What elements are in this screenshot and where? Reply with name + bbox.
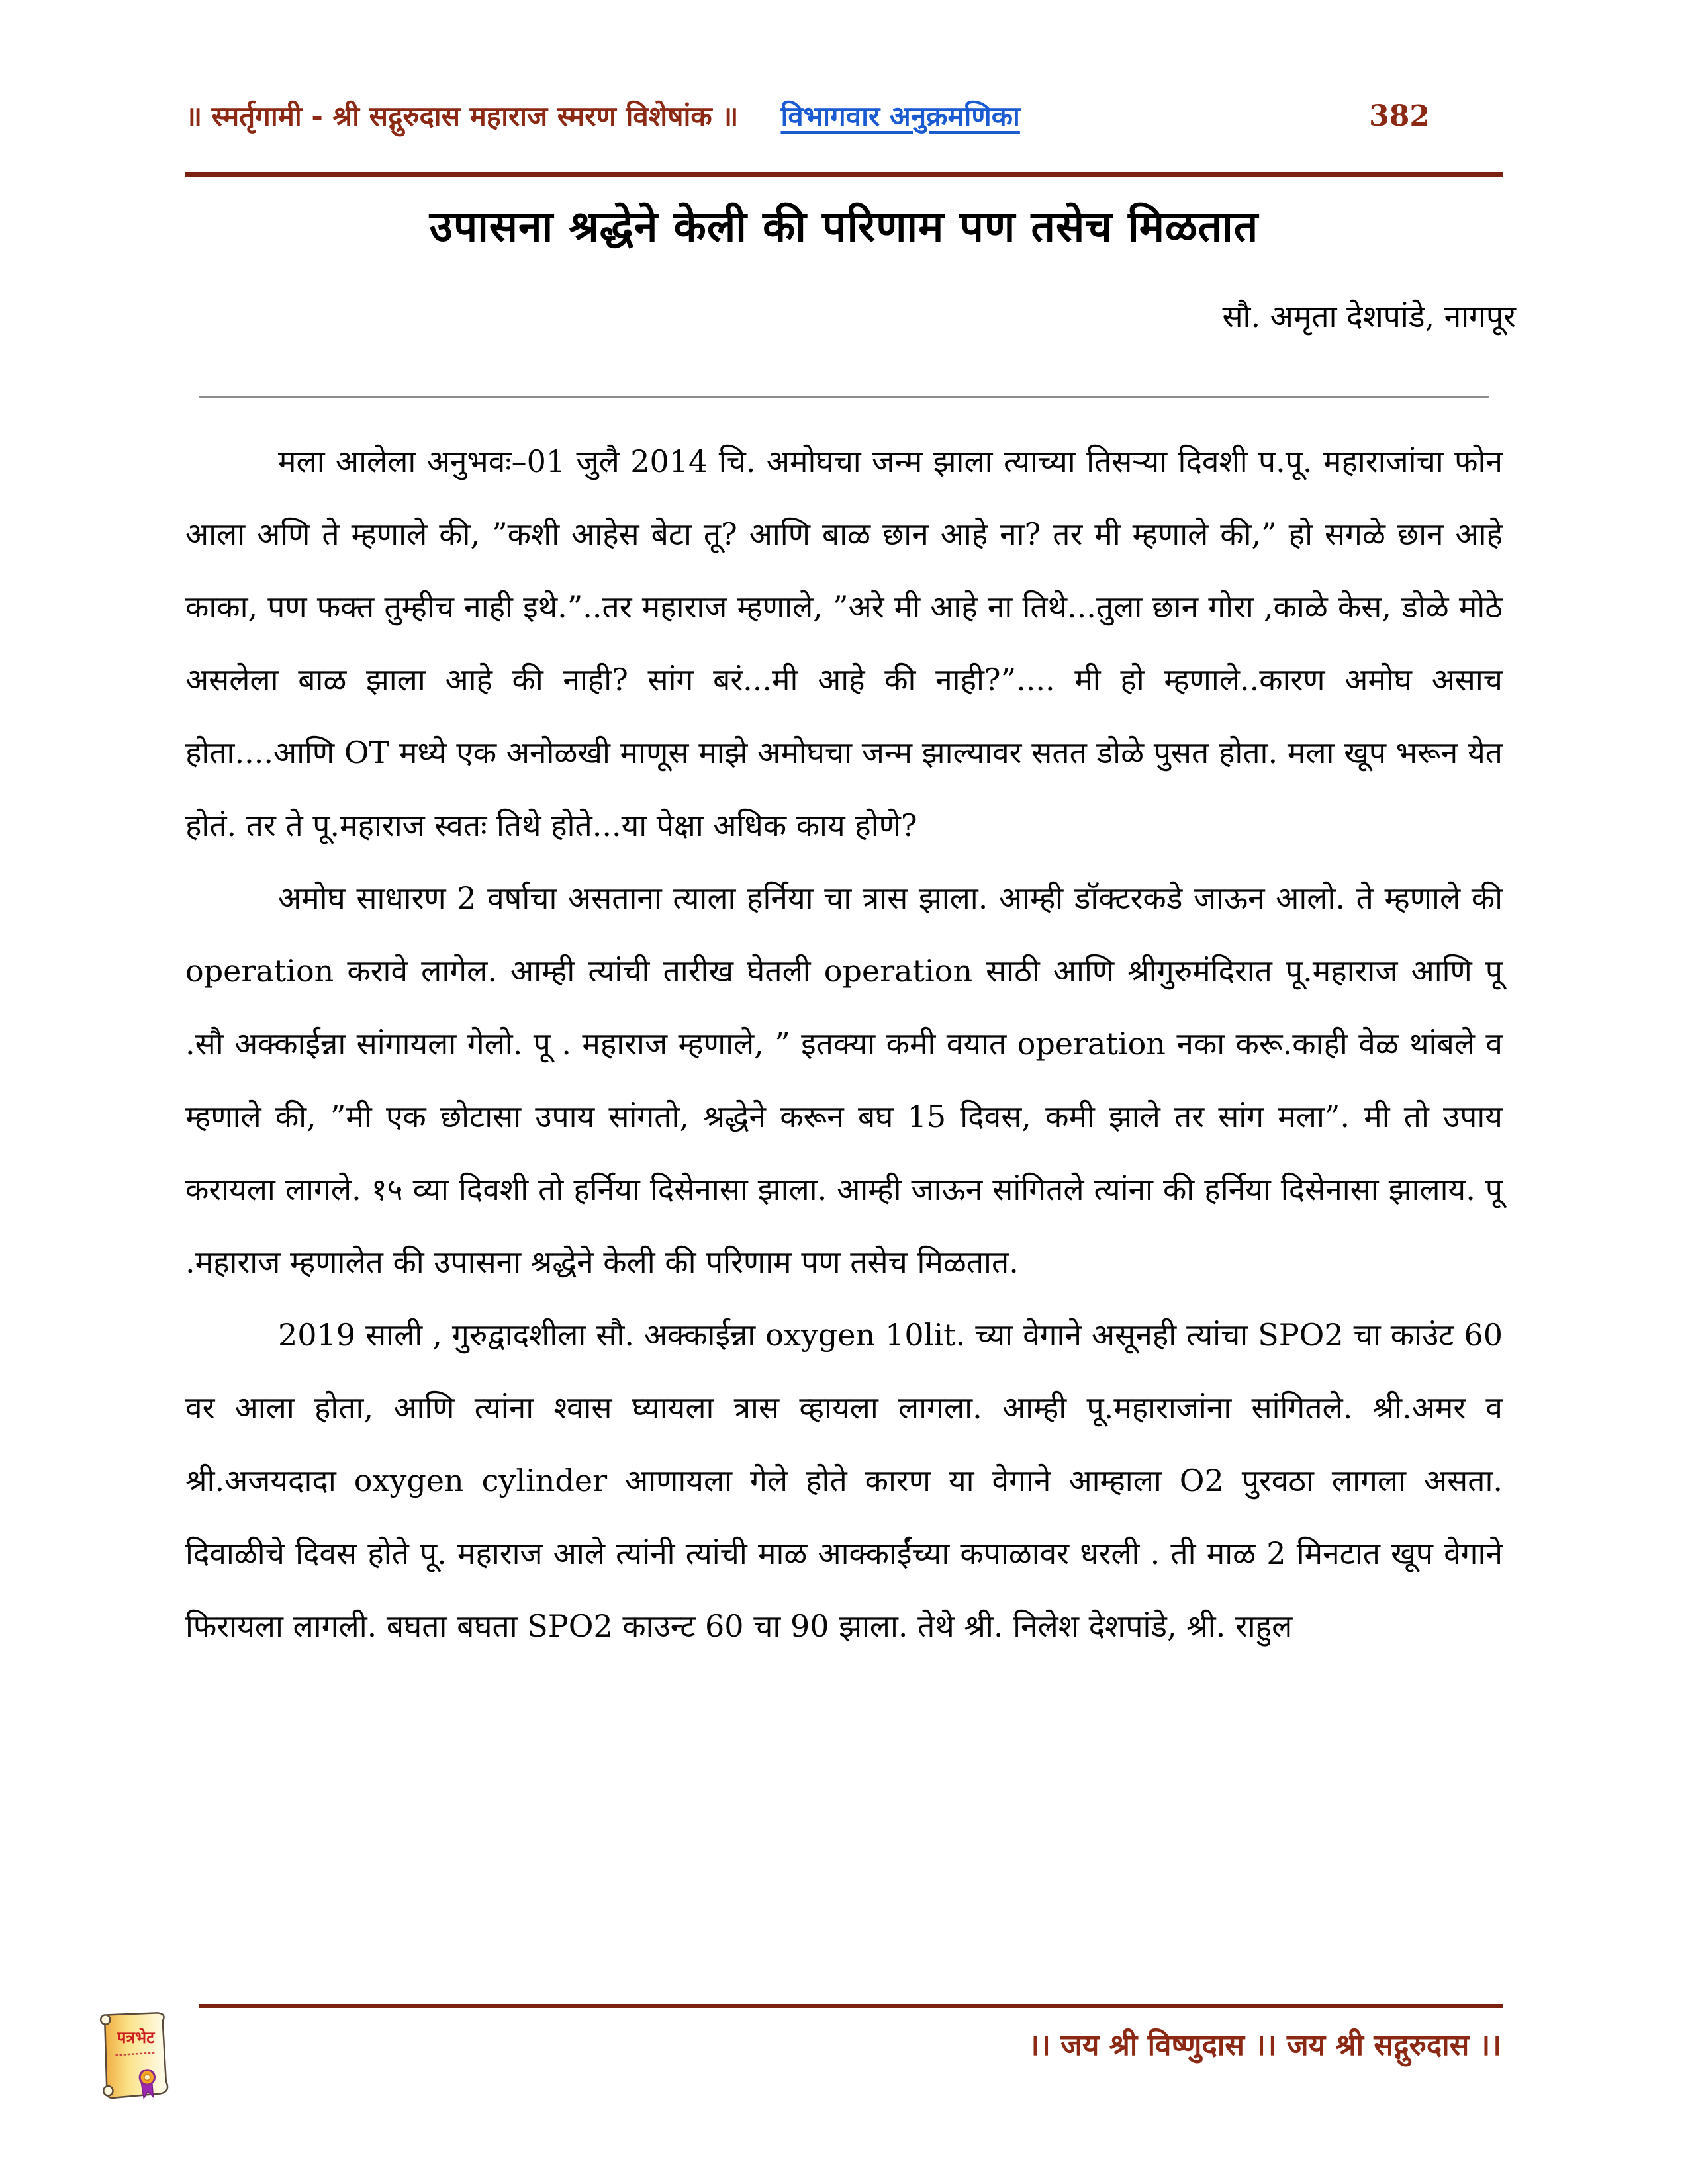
logo-title: पत्रभेट [117,2028,155,2048]
patrabhet-logo [94,2011,175,2109]
journal-title: ॥ स्मर्तृगामी - श्री सद्गुरुदास महाराज स्मरण विशेषांक ॥ [185,100,739,132]
author-divider [199,396,1489,398]
page-header [185,97,1503,134]
scroll-shape [103,2013,167,2098]
rosette-center [144,2074,150,2080]
article-title: उपासना श्रद्धेने केली की परिणाम पण तसेच मिळतात [429,202,1259,251]
article-body [185,425,1503,1662]
scroll-top-curl [101,2015,110,2024]
paragraph-3: 2019 साली , गुरुद्वादशीला सौ. अक्काईन्ना oxygen 10lit. च्या वेगाने असूनही त्यांचा SPO2 चा काउंट 60 वर आला होता, आणि त्यांना श्वास घ्यायला त्रास व्हायला लागला. आम्ही पू.महाराजांना सांगितले. श्री.अमर व श्री.अजयदादा oxygen cylinder आणायला गेले होते कारण या वेगाने आम्हाला O2 पुरवठा लागला असता. दिवाळीचे दिवस होते पू. महाराज आले त्यांनी त्यांची माळ आक्काईंच्या कपाळावर धरली . ती माळ 2 मिनटात खूप वेगाने फिरायला लागली. बघता बघता SPO2 काउन्ट 60 चा 90 झाला. तेथे श्री. निलेश देशपांडे, श्री. राहुल [185,1317,1503,1644]
paragraph-2: अमोघ साधारण 2 वर्षाचा असताना त्याला हर्निया चा त्रास झाला. आम्ही डॉक्टरकडे जाऊन आलो. ते म्हणाले की operation करावे लागेल. आम्ही त्यांची तारीख घेतली operation साठी आणि श्रीगुरुमंदिरात पू.महाराज आणि पू .सौ अक्काईन्ना सांगायला गेलो. पू . महाराज म्हणाले, ” इतक्या कमी वयात operation नका करू.काही वेळ थांबले व म्हणाले की, ”मी एक छोटासा उपाय सांगतो, श्रद्धेने करून बघ 15 दिवस, कमी झाले तर सांग मला”. मी तो उपाय करायला लागले. १५ व्या दिवशी तो हर्निया दिसेनासा झाला. आम्ही जाऊन सांगितले त्यांना की हर्निया दिसेनासा झालाय. पू .महाराज म्हणालेत की उपासना श्रद्धेने केली की परिणाम पण तसेच मिळतात. [185,880,1503,1280]
footer-blessing: ।। जय श्री विष्णुदास ।। जय श्री सद्गुरुदास ।। [1028,2028,1501,2062]
article-author: सौ. अमृता देशपांडे, नागपूर [1222,298,1516,334]
header-divider [185,172,1503,177]
paragraph-1: मला आलेला अनुभवः–01 जुलै 2014 चि. अमोघचा जन्म झाला त्याच्या तिसऱ्या दिवशी प.पू. महाराजांचा फोन आला अणि ते म्हणाले की, ”कशी आहेस बेटा तू? आणि बाळ छान आहे ना? तर मी म्हणाले की,” हो सगळे छान आहे काका, पण फक्त तुम्हीच नाही इथे.”..तर महाराज म्हणाले, ”अरे मी आहे ना तिथे...तुला छान गोरा ,काळे केस, डोळे मोठे असलेला बाळ झाला आहे की नाही? सांग बरं...मी आहे की नाही?”.... मी हो म्हणाले..कारण अमोघ असाच होता....आणि OT मध्ये एक अनोळखी माणूस माझे अमोघचा जन्म झाल्यावर सतत डोळे पुसत होता. मला खूप भरून येत होतं. तर ते पू.महाराज स्वतः तिथे होते...या पेक्षा अधिक काय होणे? [185,443,1503,843]
scroll-bottom-curl [103,2086,113,2095]
index-link[interactable]: विभागवार अनुक्रमणिका [780,100,1020,132]
footer-divider [199,2004,1503,2008]
page-number: 382 [1369,99,1430,133]
